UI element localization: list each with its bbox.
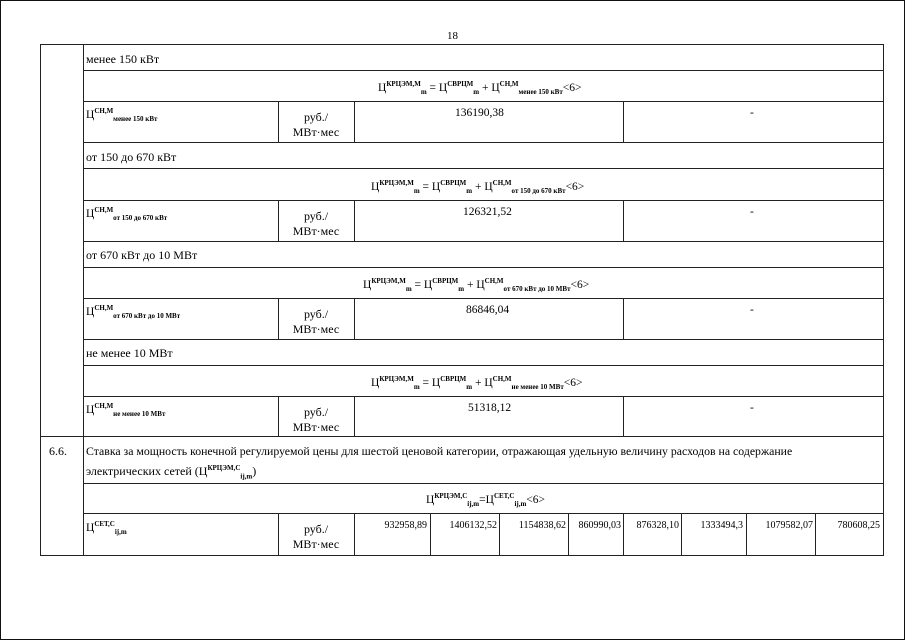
dash: -	[750, 402, 754, 414]
price-cell: 932958,89	[384, 520, 427, 531]
tariff-symbol: $Ц^{СН,М}_{не менее 10 МВт}$	[86, 402, 166, 419]
col-divider	[354, 298, 355, 339]
price-cell: 876328,10	[636, 520, 679, 531]
unit-label: руб./ МВт·мес	[292, 209, 340, 238]
col-divider	[681, 513, 682, 555]
section-label: не менее 10 МВт	[86, 346, 173, 360]
unit-label: руб./ МВт·мес	[292, 307, 340, 336]
col-divider	[499, 513, 500, 555]
item-description-line2: электрических сетей $(Ц^{КРЦЭМ,С}_{ij,m})$	[86, 464, 257, 481]
page-number: 18	[447, 30, 458, 42]
formula: $Ц^{КРЦЭМ,М}_m = Ц^{СВРЦМ}_m + Ц^{СН,М}_{от 150 до 670 кВт}<6>$	[371, 179, 585, 196]
unit-label: руб./ МВт·мес	[292, 522, 340, 551]
tariff-symbol: $Ц^{СН,М}_{от 670 кВт до 10 МВт}$	[86, 304, 181, 321]
row-divider	[83, 513, 883, 514]
col-divider	[623, 101, 624, 142]
price-cell: 860990,03	[578, 520, 621, 531]
row-divider	[83, 200, 883, 201]
tariff-value: 51318,12	[468, 402, 512, 414]
col-divider	[623, 298, 624, 339]
section-label: менее 150 кВт	[86, 52, 160, 66]
col-divider	[354, 200, 355, 241]
unit-label: руб./ МВт·мес	[292, 110, 340, 139]
tariff-value: 126321,52	[463, 206, 512, 218]
row-divider	[83, 70, 883, 71]
unit-label: руб./ МВт·мес	[292, 405, 340, 434]
col-divider	[746, 513, 747, 555]
row-divider	[41, 436, 883, 437]
row-divider	[83, 168, 883, 169]
dash: -	[750, 107, 754, 119]
col-divider	[815, 513, 816, 555]
price-cell: 1406132,52	[449, 520, 497, 531]
dash: -	[750, 304, 754, 316]
tariff-table	[40, 44, 884, 556]
section-label: от 670 кВт до 10 МВт	[86, 248, 198, 262]
row-divider	[83, 101, 883, 102]
dash: -	[750, 206, 754, 218]
tariff-value: 136190,38	[455, 107, 504, 119]
row-divider	[83, 267, 883, 268]
formula: $Ц^{КРЦЭМ,М}_m = Ц^{СВРЦМ}_m + Ц^{СН,М}_{от 670 кВт до 10 МВт}<6>$	[363, 277, 590, 294]
price-cell: 1079582,07	[765, 520, 813, 531]
col-divider	[83, 45, 84, 555]
tariff-symbol: $Ц^{СН,М}_{от 150 до 670 кВт}$	[86, 206, 168, 223]
col-divider	[354, 513, 355, 555]
col-divider	[568, 513, 569, 555]
price-cell: 1154838,62	[518, 520, 566, 531]
row-divider	[83, 298, 883, 299]
item-description: Ставка за мощность конечной регулируемой цены для шестой ценовой категории, отражающая удельную величину расходов на содержание	[86, 444, 793, 458]
col-divider	[430, 513, 431, 555]
section-label: от 150 до 670 кВт	[86, 150, 177, 164]
tariff-symbol: $Ц^{СН,М}_{менее 150 кВт}$	[86, 107, 158, 124]
col-divider	[623, 513, 624, 555]
tariff-symbol: $Ц^{СЕТ,С}_{ij,m}$	[86, 520, 127, 537]
tariff-value: 86846,04	[466, 304, 510, 316]
row-divider	[83, 142, 883, 143]
formula: $Ц^{КРЦЭМ,М}_m = Ц^{СВРЦМ}_m + Ц^{СН,М}_{менее 150 кВт}<6>$	[378, 80, 582, 97]
formula: $Ц^{КРЦЭМ,С}_{ij,m}=Ц^{СЕТ,С}_{ij,m}<6>$	[426, 492, 546, 509]
row-divider	[83, 396, 883, 397]
price-cell: 1333494,3	[700, 520, 743, 531]
formula: $Ц^{КРЦЭМ,М}_m = Ц^{СВРЦМ}_m + Ц^{СН,М}_{не менее 10 МВт}<6>$	[371, 375, 583, 392]
row-divider	[83, 365, 883, 366]
col-divider	[623, 396, 624, 436]
col-divider	[623, 200, 624, 241]
row-divider	[83, 241, 883, 242]
col-divider	[354, 396, 355, 436]
row-divider	[83, 339, 883, 340]
item-number: 6.6.	[49, 444, 67, 458]
col-divider	[354, 101, 355, 142]
price-cell: 780608,25	[837, 520, 880, 531]
